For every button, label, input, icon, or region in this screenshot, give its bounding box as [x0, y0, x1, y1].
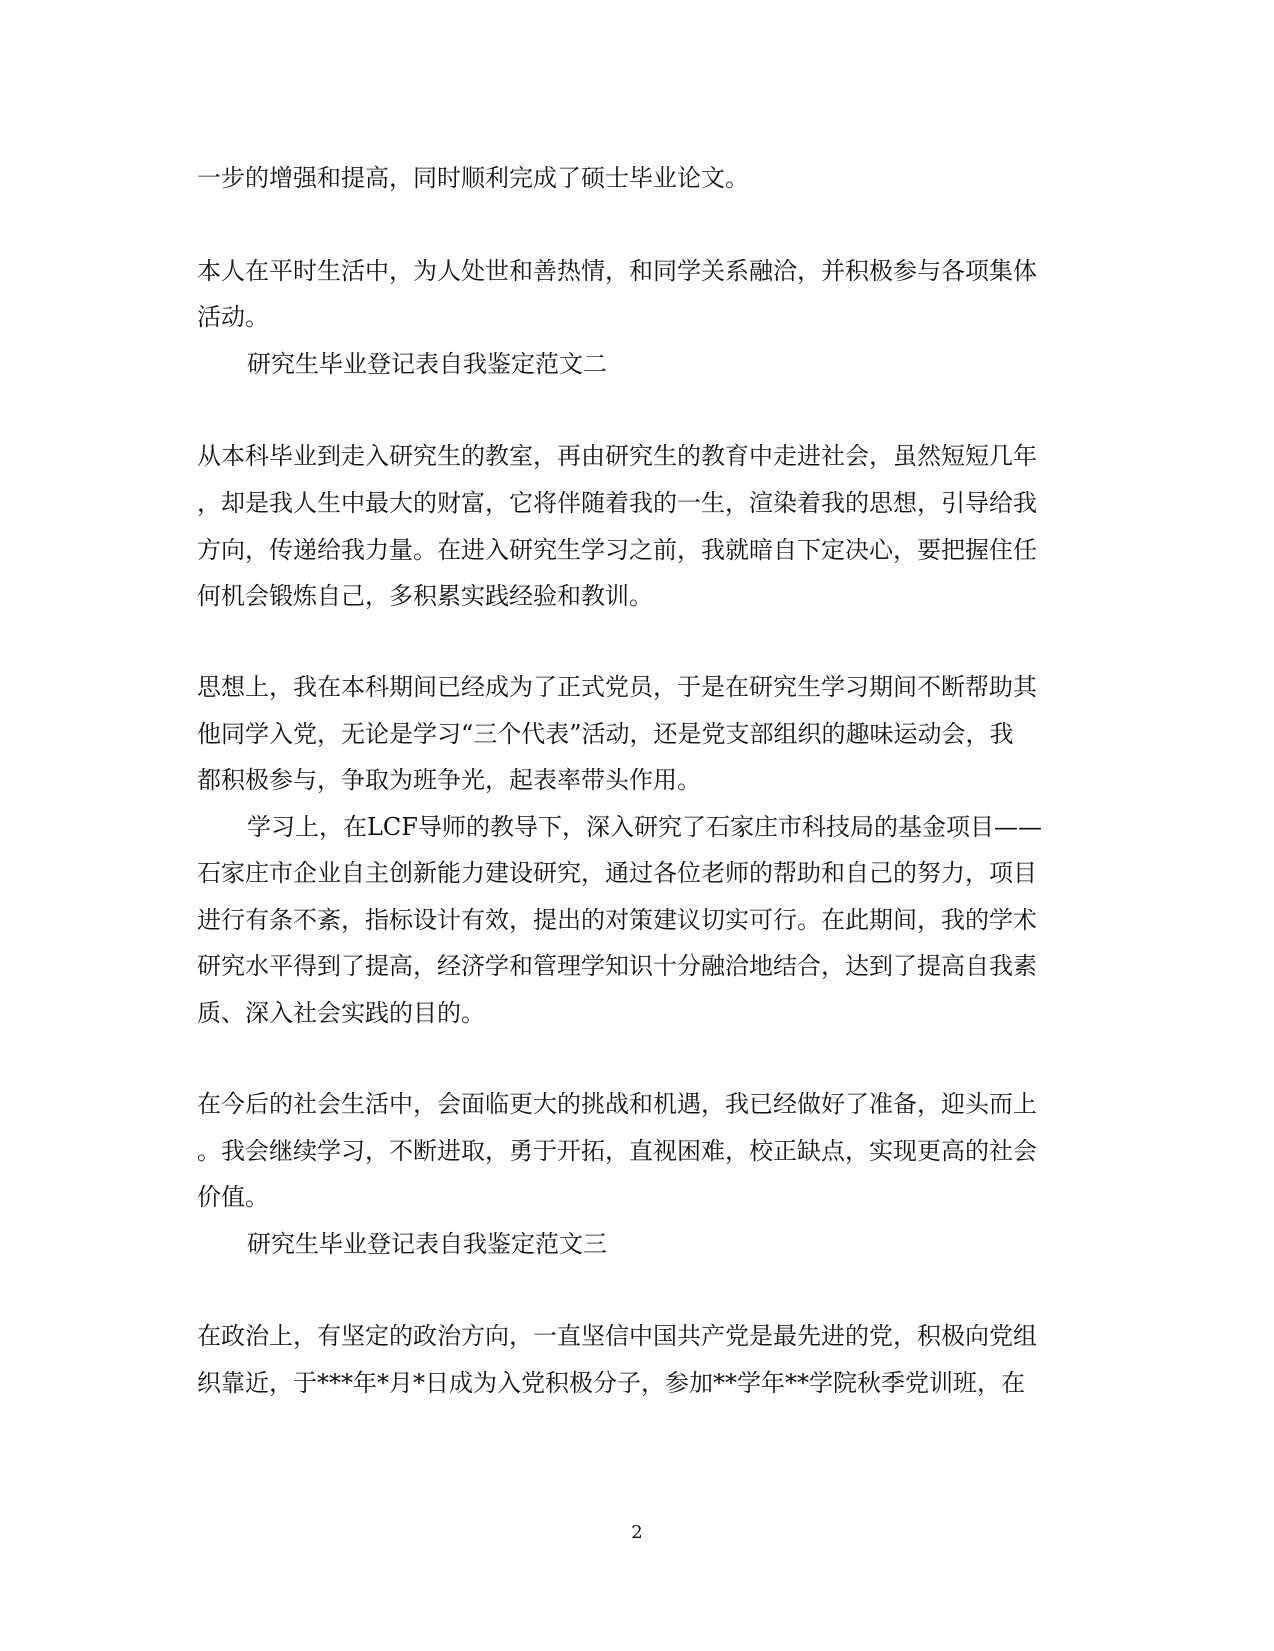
text-line: 学习上，在LCF导师的教导下，深入研究了石家庄市科技局的基金项目—— — [247, 813, 1042, 841]
text-line: 都积极参与，争取为班争光，起表率带头作用。 — [197, 766, 701, 794]
text-line: 从本科毕业到走入研究生的教室，再由研究生的教育中走进社会，虽然短短几年 — [197, 442, 1037, 470]
text-line: 进行有条不紊，指标设计有效，提出的对策建议切实可行。在此期间，我的学术 — [197, 906, 1037, 934]
text-line: 他同学入党，无论是学习“三个代表”活动，还是党支部组织的趣味运动会，我 — [197, 720, 1014, 748]
text-line: 织靠近，于***年*月*日成为入党积极分子，参加**学年**学院秋季党训班，在 — [197, 1369, 1025, 1397]
section-heading: 研究生毕业登记表自我鉴定范文二 — [247, 350, 607, 378]
text-line: 质、深入社会实践的目的。 — [197, 999, 485, 1027]
text-line: 在今后的社会生活中，会面临更大的挑战和机遇，我已经做好了准备，迎头而上 — [197, 1090, 1037, 1118]
page-number: 2 — [631, 1522, 643, 1543]
section-heading: 研究生毕业登记表自我鉴定范文三 — [247, 1230, 607, 1258]
text-line: 方向，传递给我力量。在进入研究生学习之前，我就暗自下定决心，要把握住任 — [197, 536, 1037, 564]
text-line: 石家庄市企业自主创新能力建设研究，通过各位老师的帮助和自己的努力，项目 — [197, 859, 1037, 887]
text-line: 一步的增强和提高，同时顺利完成了硕士毕业论文。 — [197, 164, 749, 192]
text-line: 本人在平时生活中，为人处世和善热情，和同学关系融洽，并积极参与各项集体 — [197, 257, 1037, 285]
text-line: 价值。 — [197, 1183, 269, 1211]
text-line: ，却是我人生中最大的财富，它将伴随着我的一生，渲染着我的思想，引导给我 — [197, 489, 1037, 517]
text-line: 研究水平得到了提高，经济学和管理学知识十分融洽地结合，达到了提高自我素 — [197, 952, 1037, 980]
text-line: 。我会继续学习，不断进取，勇于开拓，直视困难，校正缺点，实现更高的社会 — [197, 1137, 1037, 1165]
text-line: 在政治上，有坚定的政治方向，一直坚信中国共产党是最先进的党，积极向党组 — [197, 1322, 1037, 1350]
text-line: 思想上，我在本科期间已经成为了正式党员，于是在研究生学习期间不断帮助其 — [197, 673, 1037, 701]
text-line: 何机会锻炼自己，多积累实践经验和教训。 — [197, 582, 653, 610]
text-line: 活动。 — [197, 303, 269, 331]
